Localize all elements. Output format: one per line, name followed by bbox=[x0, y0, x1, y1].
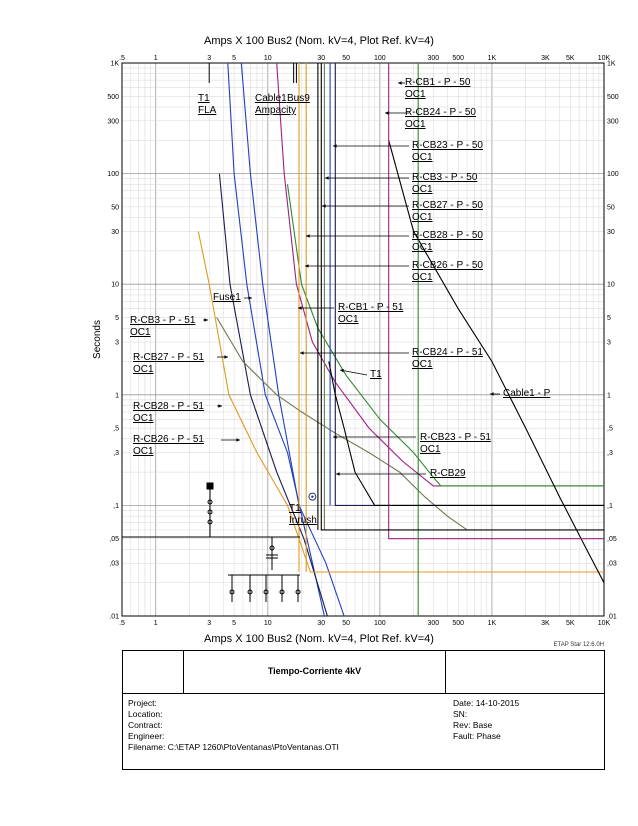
title-block bbox=[122, 650, 605, 770]
x-tick-label-bottom: 3 bbox=[207, 620, 212, 627]
date-value: 14-10-2015 bbox=[475, 698, 520, 708]
label-r-cb28-p-50 bbox=[412, 230, 483, 253]
date-label: Date: bbox=[453, 698, 474, 708]
label-r-cb23-p-50-text: R-CB23 - P - 50 bbox=[412, 140, 483, 151]
curve-r-cb3-p-51 bbox=[228, 63, 325, 616]
y-tick-label-right: ,5 bbox=[607, 425, 613, 433]
label-r-cb1-p-51 bbox=[338, 302, 404, 325]
label-r-cb26-p-51-text-2: OC1 bbox=[133, 446, 154, 457]
x-tick-label-bottom: 30 bbox=[317, 620, 326, 627]
project-label: Project: bbox=[128, 698, 157, 708]
y-tick-label-right: 30 bbox=[607, 228, 615, 236]
label-cable1-p bbox=[503, 388, 551, 399]
fault-value: Phase bbox=[476, 731, 501, 741]
project-info bbox=[128, 698, 339, 753]
label-r-cb3-p-50-text-2: OC1 bbox=[412, 184, 433, 195]
x-tick-label-bottom: 1 bbox=[153, 620, 158, 627]
label-r-cb27-p-50 bbox=[412, 200, 483, 223]
label-r-cb27-p-51-text: R-CB27 - P - 51 bbox=[133, 352, 204, 363]
contract-label: Contract: bbox=[128, 720, 163, 730]
label-r-cb28-p-51 bbox=[133, 401, 204, 424]
label-arrowhead bbox=[340, 369, 344, 372]
one-line-diagram bbox=[122, 483, 300, 602]
label-arrowhead bbox=[398, 81, 402, 84]
y-tick-label-left: ,1 bbox=[113, 502, 119, 510]
x-tick-label-bottom: 10 bbox=[263, 620, 272, 627]
label-r-cb24-p-50 bbox=[405, 107, 476, 130]
x-tick-label-top: 3K bbox=[541, 55, 550, 62]
x-tick-label-top: 5 bbox=[232, 55, 237, 62]
x-tick-label-bottom: 1K bbox=[487, 620, 497, 627]
y-axis-label: Seconds bbox=[92, 320, 103, 359]
source-symbol bbox=[207, 483, 213, 489]
label-r-cb3-p-51-text-2: OC1 bbox=[130, 327, 151, 338]
y-tick-label-left: .01 bbox=[109, 613, 119, 621]
label-r-cb1-p-50-text-2: OC1 bbox=[405, 89, 426, 100]
fault-row bbox=[453, 731, 519, 742]
x-tick-label-top: 1K bbox=[487, 55, 497, 62]
y-tick-label-left: ,03 bbox=[109, 560, 119, 568]
x-tick-label-top: 3 bbox=[207, 55, 212, 62]
label-r-cb1-p-51-text: R-CB1 - P - 51 bbox=[338, 302, 404, 313]
y-tick-label-right: 50 bbox=[607, 204, 615, 212]
label-r-cb28-p-51-text: R-CB28 - P - 51 bbox=[133, 401, 204, 412]
label-r-cb23-p-51 bbox=[420, 432, 491, 455]
y-tick-label-right: .01 bbox=[607, 613, 617, 621]
label-t1 bbox=[370, 369, 382, 380]
chart-title-top: Amps X 100 Bus2 (Nom. kV=4, Plot Ref. kV=4) bbox=[204, 35, 434, 47]
y-tick-label-left: 1 bbox=[115, 392, 119, 400]
title-block-header bbox=[123, 651, 604, 694]
x-tick-label-top: .5 bbox=[119, 55, 125, 62]
y-tick-label-right: 1K bbox=[607, 60, 616, 68]
label-r-cb26-p-50 bbox=[412, 260, 483, 283]
y-tick-label-left: 50 bbox=[111, 204, 119, 212]
y-tick-label-right: 5 bbox=[607, 314, 611, 322]
y-tick-label-left: 100 bbox=[107, 171, 119, 179]
label-arrowhead bbox=[224, 355, 228, 358]
sn-label: SN: bbox=[453, 709, 468, 719]
label-r-cb3-p-50-text: R-CB3 - P - 50 bbox=[412, 172, 478, 183]
y-tick-label-left: ,3 bbox=[113, 450, 119, 458]
label-r-cb3-p-51-text: R-CB3 - P - 51 bbox=[130, 315, 196, 326]
x-tick-label-bottom: 300 bbox=[427, 620, 440, 627]
rev-row bbox=[453, 720, 519, 731]
label-arrowhead bbox=[305, 264, 309, 267]
label-r-cb27-p-50-text: R-CB27 - P - 50 bbox=[412, 200, 483, 211]
label-r-cb26-p-51 bbox=[133, 434, 204, 457]
y-tick-label-right: 1 bbox=[607, 392, 611, 400]
curve-r-cb24-p-51 bbox=[277, 63, 604, 486]
x-tick-label-top: 10 bbox=[263, 55, 272, 62]
label-t1-text: T1 bbox=[289, 503, 301, 514]
label-r-cb3-p-50 bbox=[412, 172, 478, 195]
x-tick-label-top: 5K bbox=[565, 55, 575, 62]
label-arrowhead bbox=[336, 472, 340, 475]
y-tick-label-right: 100 bbox=[607, 171, 619, 179]
label-r-cb24-p-51-text-2: OC1 bbox=[412, 359, 433, 370]
y-tick-label-left: ,05 bbox=[109, 536, 119, 544]
y-tick-label-right: ,3 bbox=[607, 450, 613, 458]
label-r-cb24-p-51-text: R-CB24 - P - 51 bbox=[412, 347, 483, 358]
label-t1-text-2: Inrush bbox=[289, 515, 317, 526]
label-r-cb1-p-50-text: R-CB1 - P - 50 bbox=[405, 77, 471, 88]
label-arrowhead bbox=[204, 318, 208, 321]
label-bus9-text: Bus9 bbox=[287, 93, 310, 104]
x-tick-label-bottom: 500 bbox=[452, 620, 465, 627]
fault-label: Fault: bbox=[453, 731, 475, 741]
curve-r-cb26-p-51 bbox=[198, 231, 604, 572]
label-fuse1-text: Fuse1 bbox=[213, 292, 241, 303]
label-r-cb29 bbox=[430, 468, 466, 479]
label-r-cb26-p-50-text: R-CB26 - P - 50 bbox=[412, 260, 483, 271]
rev-label: Rev: bbox=[453, 720, 471, 730]
inrush-marker-dot bbox=[311, 495, 313, 497]
label-r-cb28-p-50-text-2: OC1 bbox=[412, 242, 433, 253]
label-t1-text-2: FLA bbox=[198, 105, 217, 116]
revision-info bbox=[453, 698, 519, 742]
x-tick-label-top: 100 bbox=[374, 55, 386, 62]
label-arrowhead bbox=[385, 111, 389, 114]
label-r-cb28-p-50-text: R-CB28 - P - 50 bbox=[412, 230, 483, 241]
x-tick-label-top: 300 bbox=[427, 55, 440, 62]
label-cable1-text-2: Ampacity bbox=[255, 105, 297, 116]
label-r-cb26-p-50-text-2: OC1 bbox=[412, 272, 433, 283]
label-bus9 bbox=[287, 93, 310, 104]
y-tick-label-left: 300 bbox=[107, 118, 119, 126]
x-tick-label-top: 500 bbox=[452, 55, 465, 62]
filename-row bbox=[128, 742, 339, 753]
x-tick-label-top: 50 bbox=[342, 55, 351, 62]
y-tick-label-left: 500 bbox=[107, 93, 119, 101]
label-cable1-p-text: Cable1 - P bbox=[503, 388, 551, 399]
y-tick-label-left: 30 bbox=[111, 228, 119, 236]
x-tick-label-top: 1 bbox=[153, 55, 158, 62]
label-r-cb23-p-50 bbox=[412, 140, 483, 163]
y-tick-label-right: 3 bbox=[607, 339, 611, 347]
x-tick-label-bottom: 50 bbox=[342, 620, 351, 627]
label-r-cb24-p-51 bbox=[412, 347, 483, 370]
x-tick-label-top: 30 bbox=[317, 55, 326, 62]
step-r-cb26-p-50 bbox=[321, 63, 604, 530]
label-r-cb28-p-51-text-2: OC1 bbox=[133, 413, 154, 424]
label-r-cb24-p-50-text-2: OC1 bbox=[405, 119, 426, 130]
engineer-label: Engineer: bbox=[128, 731, 165, 741]
label-arrowhead bbox=[218, 404, 222, 407]
title-block-right-cell bbox=[445, 651, 604, 693]
etap-version: ETAP Star 12.6.0H bbox=[553, 642, 604, 648]
label-r-cb23-p-50-text-2: OC1 bbox=[412, 152, 433, 163]
label-arrowhead bbox=[322, 204, 326, 207]
step-r-cb24-p-50 bbox=[389, 63, 604, 539]
label-r-cb27-p-51-text-2: OC1 bbox=[133, 364, 154, 375]
title-block-title: Tiempo-Corriente 4kV bbox=[267, 666, 362, 676]
label-cable1-text: Cable1 bbox=[255, 93, 287, 104]
y-tick-label-right: ,05 bbox=[607, 536, 617, 544]
x-tick-label-bottom: 100 bbox=[374, 620, 386, 627]
label-arrowhead bbox=[325, 176, 329, 179]
y-tick-label-left: 10 bbox=[111, 281, 119, 289]
label-r-cb26-p-51-text: R-CB26 - P - 51 bbox=[133, 434, 204, 445]
x-tick-label-bottom: 5K bbox=[565, 620, 575, 627]
label-t1-text: T1 bbox=[198, 93, 210, 104]
y-tick-label-right: 500 bbox=[607, 93, 619, 101]
x-tick-label-bottom: 10K bbox=[597, 620, 611, 627]
y-tick-label-right: ,1 bbox=[607, 502, 613, 510]
location-label: Location: bbox=[128, 709, 163, 719]
y-tick-label-right: ,03 bbox=[607, 560, 617, 568]
filename-value: C:\ETAP 1260\PtoVentanas\PtoVentanas.OTI bbox=[167, 742, 339, 752]
date-row bbox=[453, 698, 519, 709]
label-r-cb23-p-51-text-2: OC1 bbox=[420, 444, 441, 455]
label-fuse1 bbox=[213, 292, 241, 303]
sn-row bbox=[453, 709, 519, 720]
y-tick-label-left: ,5 bbox=[113, 425, 119, 433]
label-t1 bbox=[289, 503, 317, 526]
label-r-cb29-text: R-CB29 bbox=[430, 468, 466, 479]
y-tick-label-right: 300 bbox=[607, 118, 619, 126]
y-tick-label-left: 1K bbox=[110, 60, 119, 68]
title-block-logo-cell bbox=[123, 651, 184, 693]
label-r-cb1-p-51-text-2: OC1 bbox=[338, 314, 359, 325]
label-r-cb27-p-51 bbox=[133, 352, 204, 375]
label-r-cb3-p-51 bbox=[130, 315, 196, 338]
chart-xlabel-bottom: Amps X 100 Bus2 (Nom. kV=4, Plot Ref. kV=4) bbox=[204, 633, 434, 645]
y-tick-label-left: 5 bbox=[115, 314, 119, 322]
label-r-cb23-p-51-text: R-CB23 - P - 51 bbox=[420, 432, 491, 443]
x-tick-label-bottom: 3K bbox=[541, 620, 550, 627]
x-tick-label-bottom: .5 bbox=[119, 620, 125, 627]
x-tick-label-bottom: 5 bbox=[232, 620, 237, 627]
label-r-cb24-p-50-text: R-CB24 - P - 50 bbox=[405, 107, 476, 118]
x-tick-label-top: 10K bbox=[597, 55, 611, 62]
filename-label: Filename: bbox=[128, 742, 166, 752]
y-tick-label-left: 3 bbox=[115, 339, 119, 347]
label-t1-text: T1 bbox=[370, 369, 382, 380]
label-r-cb1-p-50 bbox=[405, 77, 471, 100]
label-r-cb27-p-50-text-2: OC1 bbox=[412, 212, 433, 223]
y-tick-label-right: 10 bbox=[607, 281, 615, 289]
label-arrowhead bbox=[300, 351, 304, 354]
rev-value: Base bbox=[472, 720, 493, 730]
